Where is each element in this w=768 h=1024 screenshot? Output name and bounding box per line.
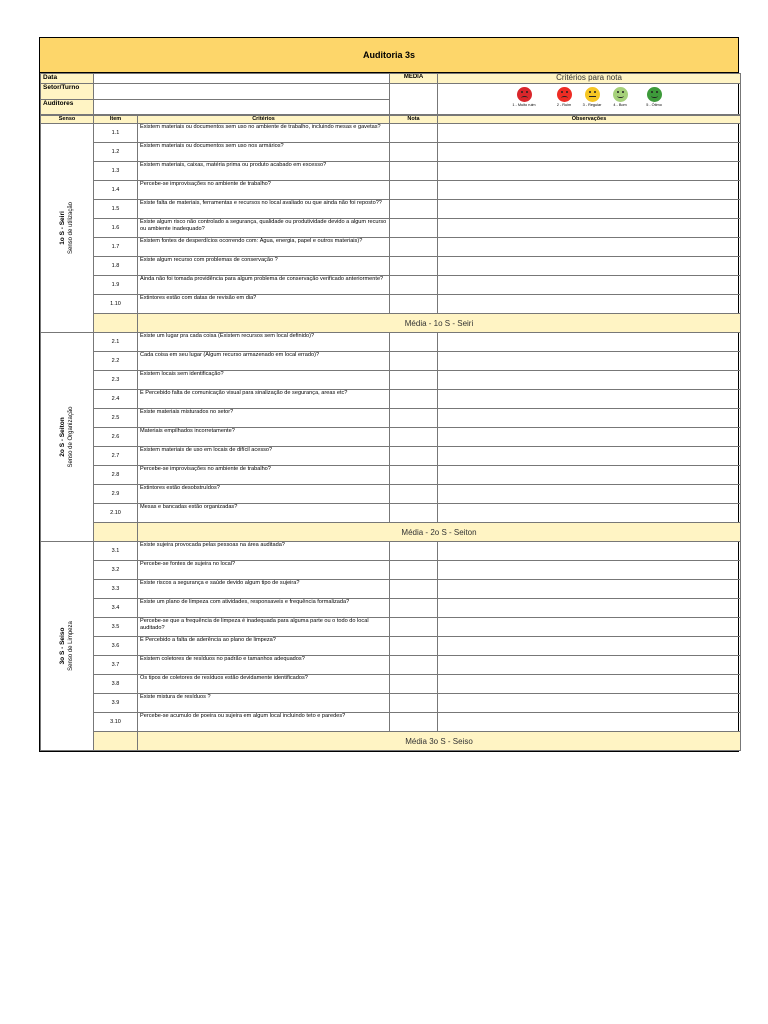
observacoes-field[interactable] [438,219,741,238]
observacoes-field[interactable] [438,580,741,599]
sense-subtitle: Senso de utilização [68,201,74,255]
header-table [40,73,741,115]
item-number: 2.7 [94,447,138,466]
sad-face-icon [557,87,572,102]
criteria-text: Percebe-se fontes de sujeira no local? [138,561,390,580]
item-number: 2.2 [94,352,138,371]
sheet-title: Auditoria 3s [40,38,738,73]
nota-field[interactable] [390,428,438,447]
average-label: Média 3o S - Seiso [138,732,741,751]
observacoes-field[interactable] [438,276,741,295]
observacoes-field[interactable] [438,352,741,371]
item-number: 2.6 [94,428,138,447]
nota-field[interactable] [390,124,438,143]
nota-field[interactable] [390,466,438,485]
rating-label: 3 - Regular [582,103,602,107]
criteria-text: Existem materiais, caixas, matéria prima ou produto acabado em excesso? [138,162,390,181]
sense-name: 1o S - Seiri [59,211,66,245]
criteria-text: Extintores estão com datas de revisão em dia? [138,295,390,314]
rating-label: 4 - Bom [613,103,627,107]
criteria-row [41,409,741,428]
observacoes-field[interactable] [438,409,741,428]
average-label: Média - 1o S - Seiri [138,314,741,333]
average-spacer [94,732,138,751]
item-number: 2.1 [94,333,138,352]
criteria-text: Existe riscos a segurança e saúde devido algum tipo de sujeira? [138,580,390,599]
criteria-row [41,447,741,466]
nota-field[interactable] [390,200,438,219]
nota-field[interactable] [390,580,438,599]
criteria-text: E Percebido a falta de aderência ao plano de limpeza? [138,637,390,656]
nota-field[interactable] [390,295,438,314]
observacoes-field[interactable] [438,694,741,713]
col-senso: Senso [41,116,94,124]
criteria-text: Percebe-se que a frequência de limpeza é inadequada para alguma parte ou o todo do local auditado? [138,618,390,637]
criteria-text: Existe algum recurso com problemas de conservação ? [138,257,390,276]
nota-field[interactable] [390,694,438,713]
criteria-text: Existe mistura de resíduos ? [138,694,390,713]
item-number: 3.5 [94,618,138,637]
observacoes-field[interactable] [438,466,741,485]
nota-field[interactable] [390,162,438,181]
item-number: 2.8 [94,466,138,485]
criteria-row [41,352,741,371]
sense-name: 3o S - Seiso [59,627,66,665]
criteria-text: Mesas e bancadas estão organizadas? [138,504,390,523]
data-field[interactable] [94,74,390,84]
criteria-row [41,485,741,504]
criteria-text: Existem materiais de uso em locais de difícil acesso? [138,447,390,466]
item-number: 3.10 [94,713,138,732]
item-number: 1.8 [94,257,138,276]
nota-field[interactable] [390,219,438,238]
nota-field[interactable] [390,656,438,675]
observacoes-field[interactable] [438,162,741,181]
nota-field[interactable] [390,637,438,656]
data-label: Data [41,74,94,84]
col-nota: Nota [390,116,438,124]
criteria-row [41,599,741,618]
observacoes-field[interactable] [438,295,741,314]
item-number: 3.4 [94,599,138,618]
checklist-table [40,115,741,751]
item-number: 2.4 [94,390,138,409]
observacoes-field[interactable] [438,390,741,409]
sad-face-icon [517,87,532,102]
observacoes-field[interactable] [438,485,741,504]
observacoes-field[interactable] [438,428,741,447]
criteria-text: Existe falta de materiais, ferramentas e recursos no local avaliado ou que ainda não foi reposto?? [138,200,390,219]
criteria-text: Existem materiais ou documentos sem uso nos armários? [138,143,390,162]
criteria-text: Ainda não foi tomada providência para algum problema de conservação verificado anteriormente? [138,276,390,295]
observacoes-field[interactable] [438,675,741,694]
item-number: 3.7 [94,656,138,675]
criteria-text: Existem fontes de desperdícios ocorrendo com: Água, energia, papel e outros materiais)? [138,238,390,257]
rating-face-5 [634,87,674,108]
nota-field[interactable] [390,618,438,637]
nota-field[interactable] [390,143,438,162]
nota-field[interactable] [390,276,438,295]
audit-sheet [39,37,739,752]
rating-label: 2 - Ruim [556,103,572,107]
average-row [41,732,741,751]
sense-subtitle: Senso de Organização [68,406,74,468]
item-number: 1.1 [94,124,138,143]
criteria-row [41,181,741,200]
criteria-text: Existem coletores de resíduos no padrão e tamanhos adequados? [138,656,390,675]
observacoes-field[interactable] [438,371,741,390]
criteria-row [41,333,741,352]
criteria-row [41,162,741,181]
criteria-text: Existe um plano de limpeza com atividades, responsaveis e frequência formalizada? [138,599,390,618]
col-criterios: Critérios [138,116,390,124]
item-number: 3.8 [94,675,138,694]
criteria-text: Existem materiais ou documentos sem uso no ambiente de trabalho, incluindo mesas e gavetas? [138,124,390,143]
criteria-row [41,428,741,447]
criteria-row [41,466,741,485]
criteria-row [41,276,741,295]
col-observacoes: Observações [438,116,741,124]
criteria-text: Extintores estão desobstruídos? [138,485,390,504]
happy-face-icon [647,87,662,102]
item-number: 2.3 [94,371,138,390]
sense-subtitle: Senso de Limpeza [68,621,74,671]
setor-turno-label: Setor/Turno [41,84,94,100]
average-row [41,314,741,333]
criteria-row [41,257,741,276]
observacoes-field[interactable] [438,504,741,523]
item-number: 2.5 [94,409,138,428]
criteria-row [41,143,741,162]
rating-scale [438,84,741,115]
observacoes-field[interactable] [438,257,741,276]
criteria-row [41,238,741,257]
nota-field[interactable] [390,675,438,694]
criteria-row [41,390,741,409]
item-number: 1.9 [94,276,138,295]
criteria-row [41,124,741,143]
average-label: Média - 2o S - Seiton [138,523,741,542]
observacoes-field[interactable] [438,238,741,257]
criteria-text: Percebe-se improvisações no ambiente de trabalho? [138,466,390,485]
criteria-row [41,504,741,523]
criteria-row [41,675,741,694]
media-label: MÉDIA [390,74,438,84]
nota-field[interactable] [390,257,438,276]
item-number: 2.10 [94,504,138,523]
criteria-text: Percebe-se acumulo de poeira ou sujeira em algum local incluindo teto e paredes? [138,713,390,732]
item-number: 3.3 [94,580,138,599]
observacoes-field[interactable] [438,542,741,561]
observacoes-field[interactable] [438,143,741,162]
observacoes-field[interactable] [438,124,741,143]
criteria-row [41,561,741,580]
item-number: 3.1 [94,542,138,561]
observacoes-field[interactable] [438,200,741,219]
rating-label: 1 - Muito ruim [512,103,536,107]
item-number: 2.9 [94,485,138,504]
observacoes-field[interactable] [438,637,741,656]
criteria-text: E Percebido falta de comunicação visual para sinalização de segurança, areas etc? [138,390,390,409]
criteria-text: Existe sujeira provocada pelas pessoas na área auditada? [138,542,390,561]
criteria-text: Existe materiais misturados no setor? [138,409,390,428]
nota-field[interactable] [390,713,438,732]
auditores-label: Auditores [41,99,94,115]
nota-field[interactable] [390,352,438,371]
nota-field[interactable] [390,238,438,257]
col-item: Item [94,116,138,124]
average-spacer [94,523,138,542]
criteria-row [41,542,741,561]
setor-turno-field[interactable] [94,84,390,100]
observacoes-field[interactable] [438,599,741,618]
item-number: 1.7 [94,238,138,257]
auditores-field[interactable] [94,99,390,115]
nota-field[interactable] [390,390,438,409]
criteria-row [41,694,741,713]
criteria-row [41,713,741,732]
criteria-row [41,580,741,599]
nota-field[interactable] [390,599,438,618]
criteria-row [41,371,741,390]
sense-cell [41,542,94,751]
nota-field[interactable] [390,409,438,428]
average-row [41,523,741,542]
neutral-face-icon [585,87,600,102]
criteria-text: Existem locais sem identificação? [138,371,390,390]
criteria-row [41,656,741,675]
nota-field[interactable] [390,485,438,504]
observacoes-field[interactable] [438,181,741,200]
criteria-text: Cada coisa em seu lugar (Algum recurso armazenado em local errado)? [138,352,390,371]
nota-field[interactable] [390,371,438,390]
criteria-row [41,295,741,314]
criteria-label: Critérios para nota [438,74,741,84]
item-number: 1.5 [94,200,138,219]
happy-face-icon [613,87,628,102]
criteria-row [41,200,741,219]
media-value-cell[interactable] [390,84,438,115]
item-number: 1.3 [94,162,138,181]
item-number: 3.9 [94,694,138,713]
item-number: 1.4 [94,181,138,200]
nota-field[interactable] [390,561,438,580]
nota-field[interactable] [390,181,438,200]
item-number: 1.6 [94,219,138,238]
observacoes-field[interactable] [438,561,741,580]
rating-label: 5 - Ótimo [646,103,662,107]
criteria-text: Existe algum risco não controlado a segurança, qualidade ou produtividade devido a algum recurso ou ambiente inadequado? [138,219,390,238]
average-spacer [94,314,138,333]
sense-name: 2o S - Seiton [59,417,66,457]
criteria-text: Materiais empilhados incorretamente? [138,428,390,447]
rating-face-1 [504,87,544,108]
observacoes-field[interactable] [438,618,741,637]
sense-cell [41,333,94,542]
observacoes-field[interactable] [438,656,741,675]
criteria-text: Os tipos de coletores de resíduos estão devidamente identificados? [138,675,390,694]
criteria-row [41,637,741,656]
criteria-row [41,219,741,238]
criteria-text: Percebe-se improvisações no ambiente de trabalho? [138,181,390,200]
observacoes-field[interactable] [438,333,741,352]
nota-field[interactable] [390,447,438,466]
item-number: 3.2 [94,561,138,580]
criteria-text: Existe um lugar pra cada coisa (Existem recursos sem local definido)? [138,333,390,352]
criteria-row [41,618,741,637]
nota-field[interactable] [390,333,438,352]
item-number: 1.10 [94,295,138,314]
item-number: 3.6 [94,637,138,656]
item-number: 1.2 [94,143,138,162]
sense-cell [41,124,94,333]
nota-field[interactable] [390,542,438,561]
observacoes-field[interactable] [438,447,741,466]
nota-field[interactable] [390,504,438,523]
observacoes-field[interactable] [438,713,741,732]
